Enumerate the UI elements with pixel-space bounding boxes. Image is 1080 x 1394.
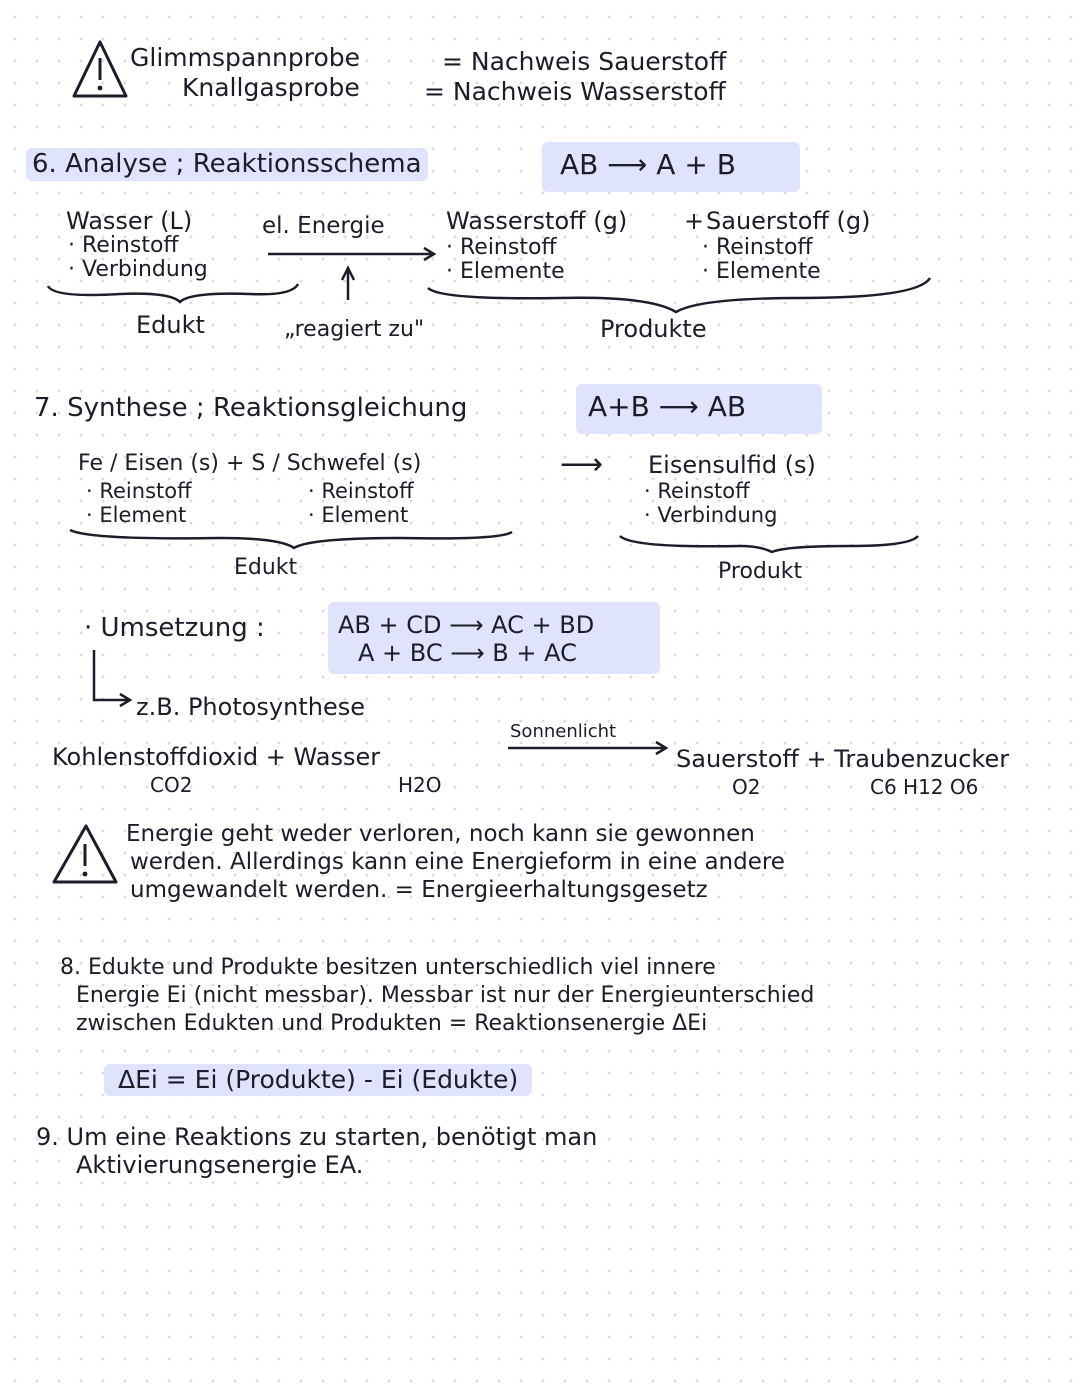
wasser-prop-1: · Reinstoff — [68, 233, 179, 258]
sonnenlicht-label: Sonnenlicht — [510, 721, 617, 742]
edukt-label: Edukt — [136, 311, 205, 339]
energy-note-line-1: Energie geht weder verloren, noch kann sie gewonnen — [126, 821, 755, 847]
umsetzung-label: · Umsetzung : — [84, 613, 265, 643]
knallgas-meaning: = Nachweis Wasserstoff — [424, 77, 726, 106]
synthese-arrow: ⟶ — [560, 447, 604, 482]
brace-edukt-synthese — [70, 530, 512, 548]
warning-icon-2 — [54, 826, 116, 882]
section8-line-2: Energie Ei (nicht messbar). Messbar ist nur der Energieunterschied — [76, 983, 815, 1008]
glimmspan-label: Glimmspannprobe — [130, 43, 361, 72]
produkt-label-synthese: Produkt — [718, 559, 803, 584]
formula-h2o: H2O — [398, 773, 442, 797]
wasserstoff-product: Wasserstoff (g) — [446, 207, 628, 235]
wasser-reactant: Wasser (L) — [66, 207, 193, 235]
fe-prop-2: · Element — [86, 503, 187, 527]
formula-o2: O2 — [732, 775, 761, 799]
up-arrow-icon — [342, 268, 354, 300]
umsetzung-eq-2: A + BC ⟶ B + AC — [358, 639, 577, 667]
glimmspan-meaning: = Nachweis Sauerstoff — [442, 47, 727, 76]
reaction-energy-formula: ΔEi = Ei (Produkte) - Ei (Edukte) — [104, 1064, 532, 1096]
warning-icon — [74, 42, 126, 96]
eisensulfid-product: Eisensulfid (s) — [648, 451, 816, 479]
sauerstoff-prop-1: · Reinstoff — [702, 235, 813, 260]
photosynthese-example: z.B. Photosynthese — [136, 693, 365, 721]
sunlight-arrow-icon — [508, 742, 666, 754]
energy-note-line-3: umgewandelt werden. = Energieerhaltungsgesetz — [130, 877, 708, 903]
eisensulfid-prop-1: · Reinstoff — [644, 479, 750, 503]
sauerstoff-prop-2: · Elemente — [702, 259, 821, 284]
wasserstoff-prop-1: · Reinstoff — [446, 235, 557, 260]
s-prop-2: · Element — [308, 503, 409, 527]
analyse-scheme: AB ⟶ A + B — [560, 148, 736, 181]
wasserstoff-prop-2: · Elemente — [446, 259, 565, 284]
formula-glucose: C6 H12 O6 — [870, 775, 979, 799]
formula-co2: CO2 — [150, 773, 193, 797]
synthese-heading: 7. Synthese ; Reaktionsgleichung — [34, 393, 468, 423]
hook-arrow-icon — [94, 650, 130, 706]
produkte-label: Produkte — [600, 315, 707, 343]
section9-line-1: 9. Um eine Reaktions zu starten, benötigt man — [36, 1123, 598, 1151]
photosynthese-reactants: Kohlenstoffdioxid + Wasser — [52, 743, 381, 771]
edukt-label-synthese: Edukt — [234, 555, 298, 580]
umsetzung-eq-1: AB + CD ⟶ AC + BD — [338, 611, 595, 639]
synthese-reactants: Fe / Eisen (s) + S / Schwefel (s) — [78, 451, 422, 476]
section8-line-3: zwischen Edukten und Produkten = Reaktionsenergie ΔEi — [76, 1011, 708, 1036]
reagiert-label: „reagiert zu" — [284, 317, 425, 342]
eisensulfid-prop-2: · Verbindung — [644, 503, 778, 527]
fe-prop-1: · Reinstoff — [86, 479, 192, 503]
knallgas-label: Knallgasprobe — [182, 73, 360, 102]
wasser-prop-2: · Verbindung — [68, 257, 208, 282]
reaction-arrow-icon — [268, 248, 434, 260]
analyse-heading: 6. Analyse ; Reaktionsschema — [26, 148, 428, 181]
el-energie-label: el. Energie — [262, 213, 385, 239]
s-prop-1: · Reinstoff — [308, 479, 414, 503]
photosynthese-products: Sauerstoff + Traubenzucker — [676, 745, 1010, 773]
brace-edukt — [48, 284, 298, 302]
brace-produkt-synthese — [620, 536, 918, 552]
sauerstoff-product: Sauerstoff (g) — [706, 207, 871, 235]
synthese-scheme: A+B ⟶ AB — [588, 390, 747, 423]
plus-sign: + — [684, 207, 705, 235]
energy-note-line-2: werden. Allerdings kann eine Energieform in eine andere — [130, 849, 785, 875]
section8-line-1: 8. Edukte und Produkte besitzen unterschiedlich viel innere — [60, 955, 716, 980]
section9-line-2: Aktivierungsenergie EA. — [76, 1151, 364, 1179]
